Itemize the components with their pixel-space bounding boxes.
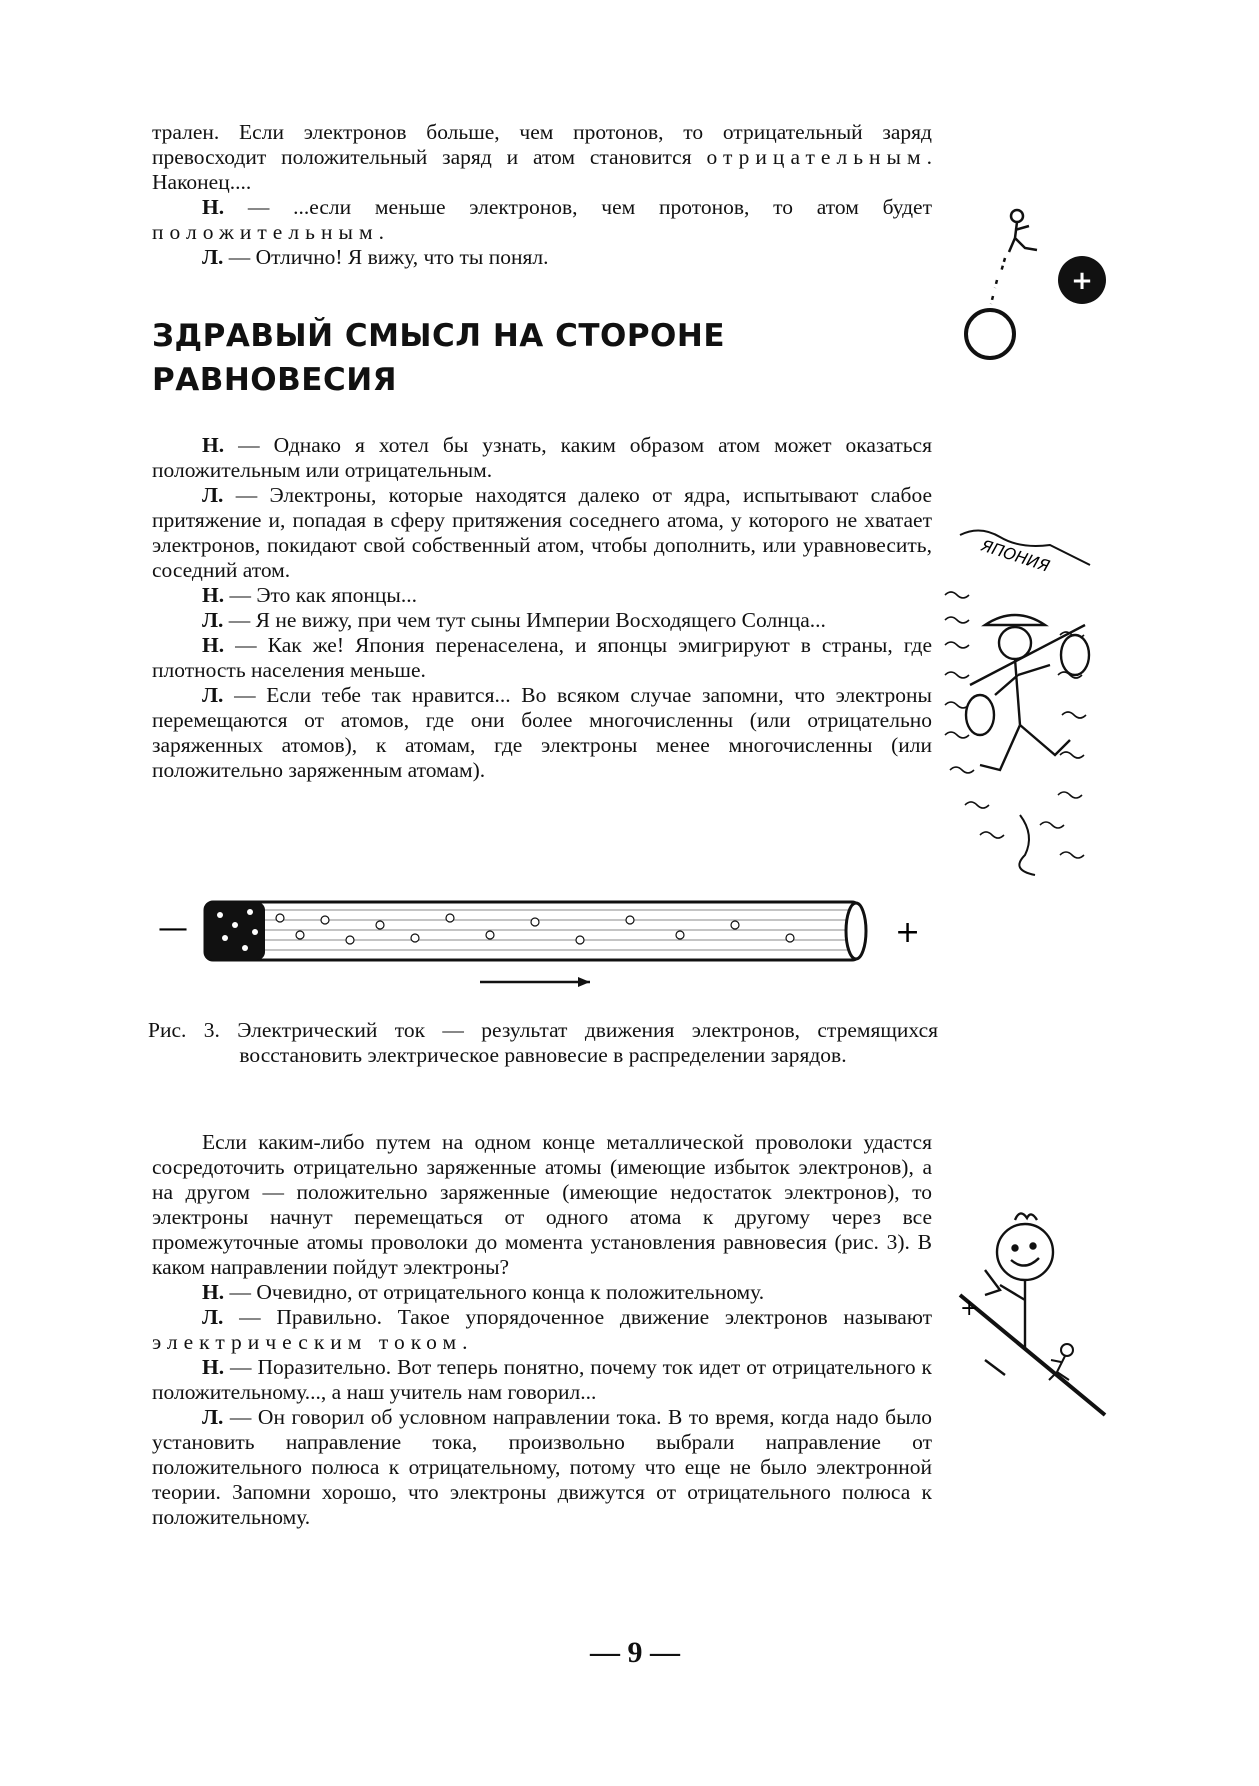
dialog-line: Л. — Он говорил об условном направлении тока. В то время, когда надо было установить направление тока, произвольно выбрали направление от положительного полюса к отрицательному, потому что еще не было электронной теории. Запомни хорошо, что электроны движутся от отрицательного полюса к положительному. <box>152 1405 932 1529</box>
section-heading: ЗДРАВЫЙ СМЫСЛ НА СТОРОНЕ РАВНОВЕСИЯ <box>152 318 726 398</box>
minus-terminal: — <box>158 911 188 946</box>
paragraph: трален. Если электронов больше, чем протонов, то отрицательный заряд превосходит положительный заряд и атом становится отрицательным. Наконец.... <box>152 120 933 194</box>
plus-terminal: + <box>895 915 921 950</box>
page-number: — 9 — <box>590 1636 680 1669</box>
smiling-character-icon <box>985 1213 1053 1375</box>
emigrant-figure-icon <box>966 615 1089 770</box>
dialog-line: Н. — Очевидно, от отрицательного конца к положительному. <box>202 1280 765 1304</box>
slope-character-illustration <box>945 1200 1110 1430</box>
japan-label: ЯПОНИЯ <box>978 535 1053 576</box>
dialog-line: Н. — ...если меньше электронов, чем протонов, то атом будет положительным. <box>152 195 932 244</box>
slope-line <box>960 1295 1105 1415</box>
wire-end <box>846 903 866 959</box>
bottom-text-block <box>152 1130 932 1530</box>
slope-plus-sign: + <box>960 1296 979 1321</box>
figure-caption: Рис. 3. Электрический ток — результат движения электронов, стремящихся восстановить электрическое равновесие в распределении зарядов. <box>148 1018 938 1067</box>
wire-figure <box>150 890 950 990</box>
wire-body <box>205 902 860 960</box>
top-text-block <box>152 120 932 270</box>
running-figure-icon <box>991 210 1037 304</box>
small-figure-icon <box>1049 1344 1073 1380</box>
plus-sign: + <box>1071 266 1093 296</box>
dialog-line: Н. — Однако я хотел бы узнать, каким образом атом может оказаться положительным или отрицательным. <box>152 433 932 482</box>
dialog-line: Л. — Отлично! Я вижу, что ты понял. <box>202 245 549 269</box>
dialog-block <box>152 433 932 783</box>
dialog-line: Л. — Правильно. Такое упорядоченное движение электронов называют электрическим током. <box>152 1305 932 1354</box>
dialog-line: Н. — Поразительно. Вот теперь понятно, почему ток идет от отрицательного к положительному..., а наш учитель нам говорил... <box>152 1355 932 1404</box>
dialog-line: Н. — Как же! Япония перенаселена, и японцы эмигрируют в страны, где плотность населения меньше. <box>152 633 932 682</box>
emigrant-illustration <box>940 525 1100 880</box>
dialog-line: Л. — Если тебе так нравится... Во всяком случае запомни, что электроны перемещаются от атомов, где они более многочисленны (или отрицательно заряженных атомов), к атомам, где электроны менее многочисленны (или положительно заряженным атомам). <box>152 683 932 782</box>
dialog-line: Л. — Электроны, которые находятся далеко от ядра, испытывают слабое притяжение и, попадая в сферу притяжения соседнего атома, у которого не хватает электронов, покидают свой собственный атом, чтобы дополнить, или уравновесить, соседний атом. <box>152 483 932 582</box>
dialog-line: Н. — Это как японцы... <box>202 583 418 607</box>
dialog-line: Л. — Я не вижу, при чем тут сыны Империи Восходящего Солнца... <box>202 608 826 632</box>
neutral-atom-icon <box>966 310 1014 358</box>
arrow-head-icon <box>578 977 590 987</box>
paragraph: Если каким-либо путем на одном конце металлической проволоки удастся сосредоточить отрицательно заряженные атомы (имеющие избыток электронов), а на другом — положительно заряженные (имеющие недостаток электронов), то электроны начнут перемещаться от одного атома к другому через все промежуточные атомы проволоки до момента установления равновесия (рис. 3). В каком направлении пойдут электроны? <box>152 1130 932 1279</box>
atom-figure-illustration <box>945 208 1115 368</box>
